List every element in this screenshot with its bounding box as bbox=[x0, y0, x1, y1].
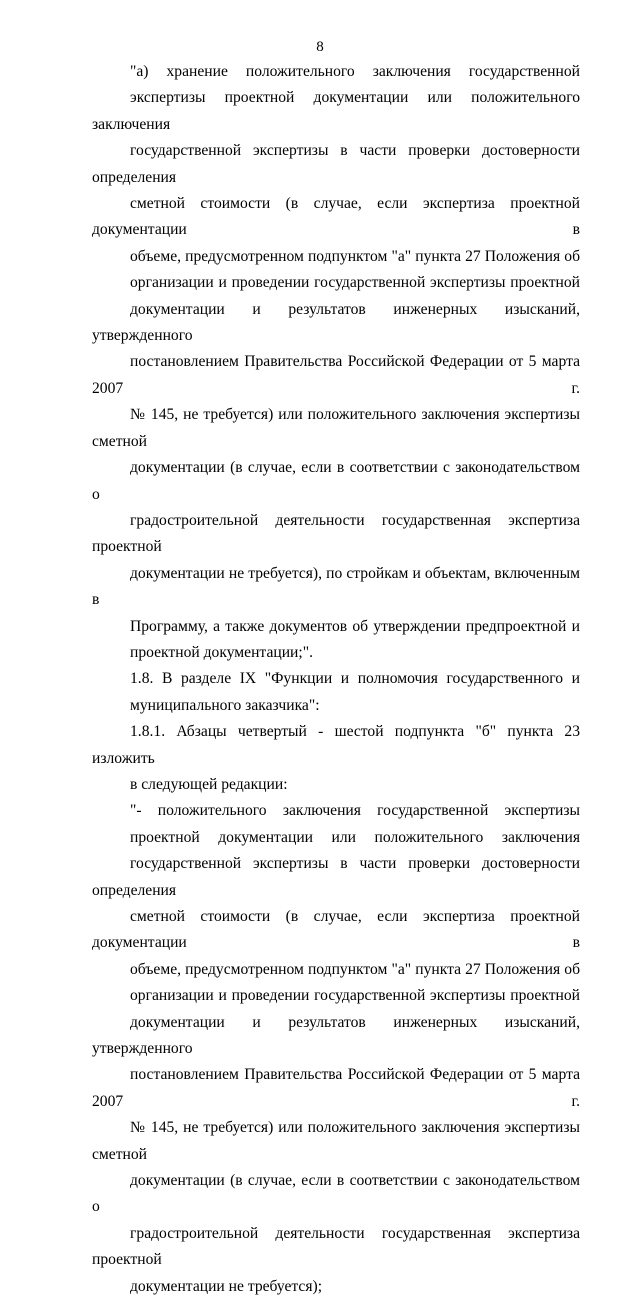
paragraph-storage-clause-a bbox=[92, 59, 580, 666]
text-line: экспертизы проектной документации или положительного заключения bbox=[92, 89, 580, 133]
text-line: постановлением Правительства Российской Федерации от 5 марта 2007 г. bbox=[92, 353, 580, 397]
page-number: 8 bbox=[316, 39, 324, 55]
text-line: градостроительной деятельности государственная экспертиза проектной bbox=[92, 1224, 580, 1269]
text-line: постановлением Правительства Российской Федерации от 5 марта 2007 г. bbox=[92, 1066, 580, 1110]
text-line: "а) хранение положительного заключения государственной bbox=[130, 63, 580, 80]
text-line: документации не требуется); bbox=[130, 1277, 323, 1295]
text-line: № 145, не требуется) или положительного заключения экспертизы сметной bbox=[92, 1119, 580, 1163]
text-line: проектной документации;". bbox=[130, 643, 313, 661]
text-line: государственной экспертизы в части проверки достоверности определения bbox=[92, 142, 580, 186]
text-line: Программу, а также документов об утверждении предпроектной и bbox=[130, 617, 580, 635]
text-line: муниципального заказчика": bbox=[130, 696, 320, 714]
text-line: 1.8. В разделе IX "Функции и полномочия государственного и bbox=[130, 670, 580, 688]
text-line: 1.8.1. Абзацы четвертый - шестой подпункта "б" пункта 23 изложить bbox=[92, 723, 580, 767]
text-line: документации и результатов инженерных изысканий, утвержденного bbox=[92, 1013, 580, 1058]
paragraph-section-1-8 bbox=[92, 666, 580, 719]
text-line: "- положительного заключения государственной экспертизы bbox=[130, 802, 580, 820]
text-line: сметной стоимости (в случае, если экспертиза проектной документации в bbox=[92, 908, 580, 952]
paragraph-section-1-8-1 bbox=[92, 719, 580, 798]
text-line: сметной стоимости (в случае, если экспертиза проектной документации в bbox=[92, 195, 580, 239]
document-body bbox=[92, 59, 580, 1300]
text-line: организации и проведении государственной экспертизы проектной bbox=[130, 987, 580, 1005]
text-line: объеме, предусмотренном подпунктом "а" пункта 27 Положения об bbox=[130, 960, 580, 978]
paragraph-positive-conclusion bbox=[92, 798, 580, 1300]
text-line: № 145, не требуется) или положительного заключения экспертизы сметной bbox=[92, 406, 580, 450]
text-line: документации (в случае, если в соответствии с законодательством о bbox=[92, 1172, 580, 1216]
text-line: документации (в случае, если в соответствии с законодательством о bbox=[92, 459, 580, 503]
text-line: проектной документации или положительного заключения bbox=[130, 828, 580, 846]
text-line: градостроительной деятельности государственная экспертиза проектной bbox=[92, 511, 580, 556]
text-line: документации и результатов инженерных изысканий, утвержденного bbox=[92, 300, 580, 345]
text-line: в следующей редакции: bbox=[130, 775, 288, 793]
text-line: государственной экспертизы в части проверки достоверности определения bbox=[92, 855, 580, 899]
text-line: документации не требуется), по стройкам и объектам, включенным в bbox=[92, 564, 580, 609]
text-line: объеме, предусмотренном подпунктом "а" пункта 27 Положения об bbox=[130, 247, 580, 265]
text-line: организации и проведении государственной экспертизы проектной bbox=[130, 274, 580, 292]
